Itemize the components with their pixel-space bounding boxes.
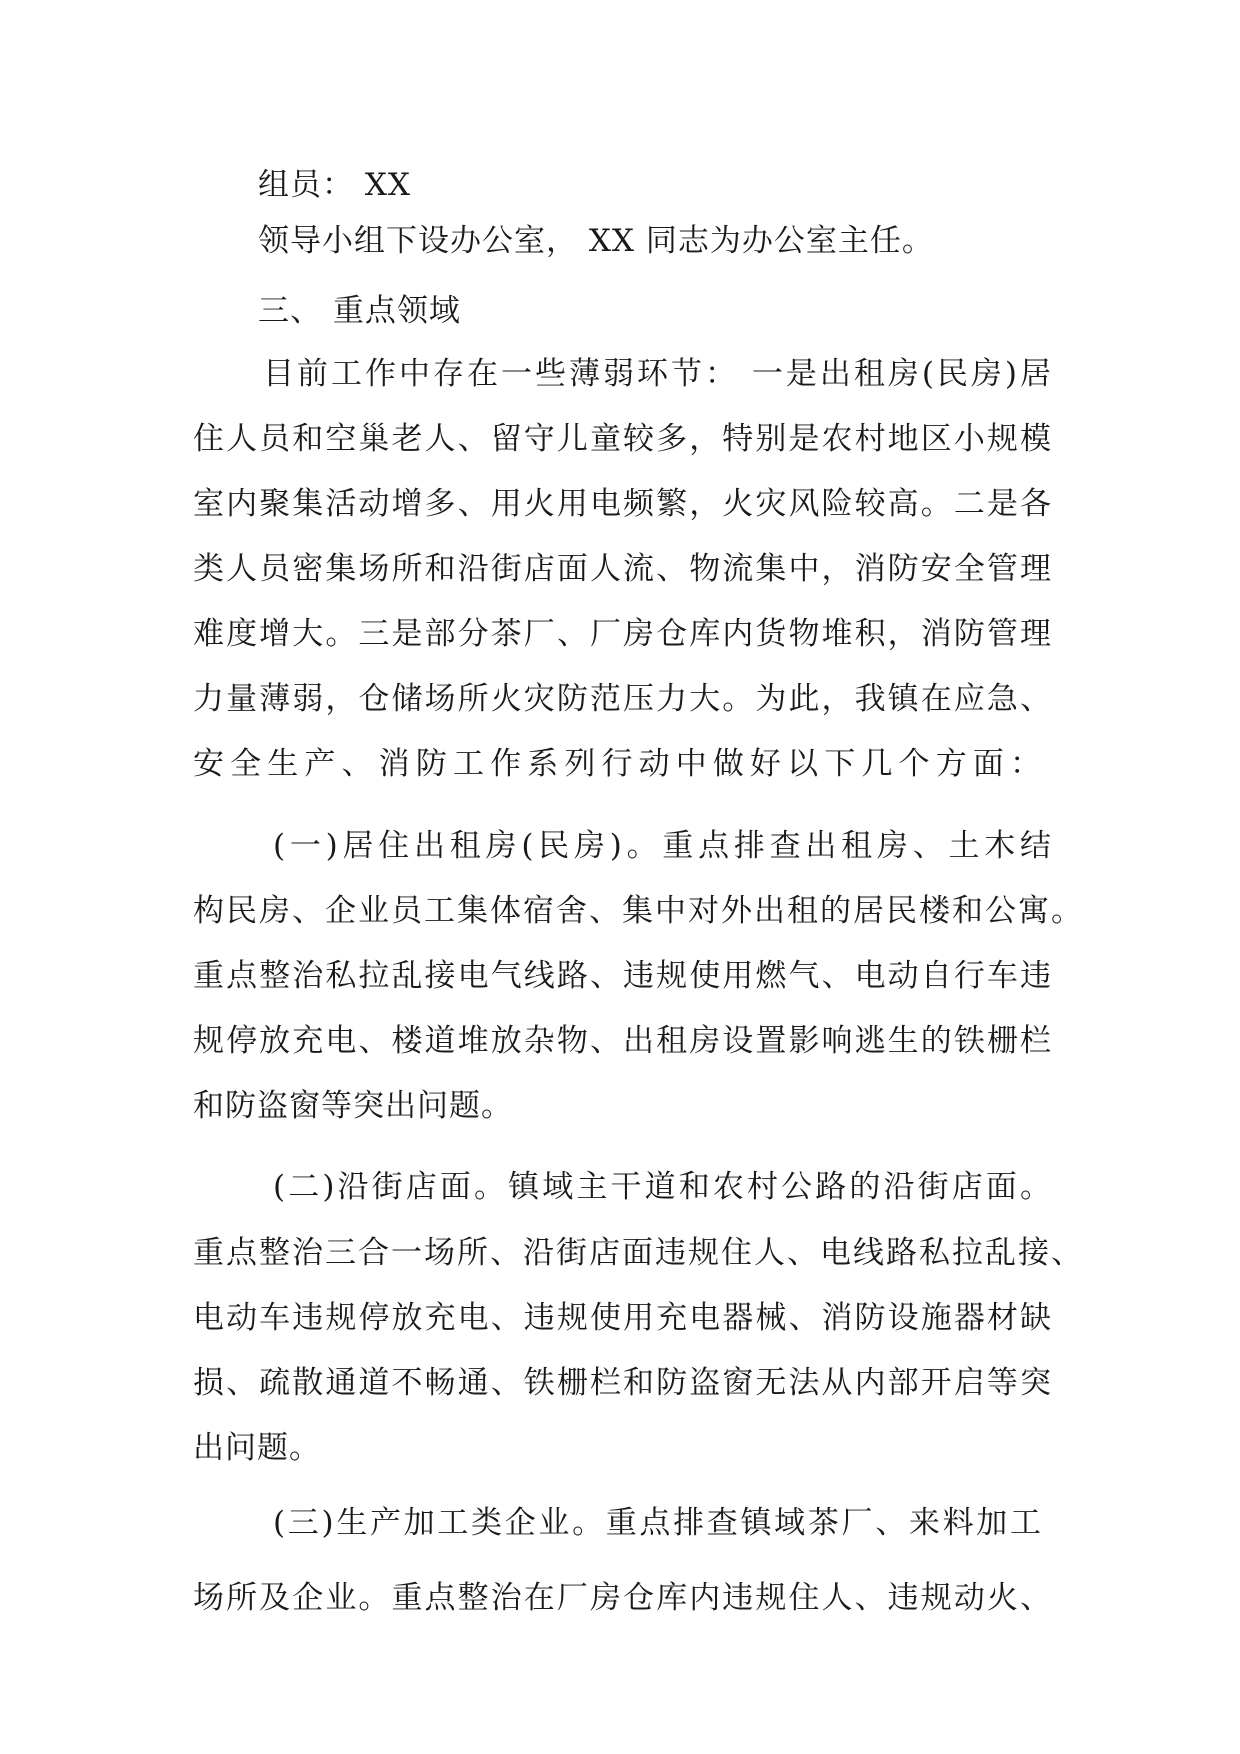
paragraph-line: 目前工作中存在一些薄弱环节： 一是出租房(民房)居 [263, 356, 1053, 392]
paragraph-line: 安全生产、消防工作系列行动中做好以下几个方面： [193, 746, 1043, 782]
paragraph-line: 重点整治私拉乱接电气线路、违规使用燃气、电动自行车违 [193, 958, 1053, 994]
paragraph-line: 规停放充电、楼道堆放杂物、出租房设置影响逃生的铁栅栏 [193, 1023, 1053, 1059]
paragraph-line: 重点整治三合一场所、沿街店面违规住人、电线路私拉乱接、 [193, 1235, 1084, 1271]
paragraph-line: 难度增大。三是部分茶厂、厂房仓库内货物堆积，消防管理 [193, 616, 1053, 652]
paragraph-line: 和防盗窗等突出问题。 [193, 1088, 513, 1124]
paragraph-line: 损、疏散通道不畅通、铁栅栏和防盗窗无法从内部开启等突 [193, 1365, 1053, 1401]
office-line: 领导小组下设办公室， XX 同志为办公室主任。 [258, 223, 934, 259]
paragraph-line: (二)沿街店面。镇域主干道和农村公路的沿街店面。 [273, 1169, 1053, 1205]
paragraph-line: 室内聚集活动增多、用火用电频繁，火灾风险较高。二是各 [193, 486, 1053, 522]
paragraph-line: 力量薄弱，仓储场所火灾防范压力大。为此，我镇在应急、 [193, 681, 1053, 717]
paragraph-line: 出问题。 [193, 1430, 321, 1466]
paragraph-line: 住人员和空巢老人、留守儿童较多，特别是农村地区小规模 [193, 421, 1053, 457]
paragraph-line: (一)居住出租房(民房)。重点排查出租房、土木结 [273, 828, 1053, 864]
paragraph-line: (三)生产加工类企业。重点排查镇域茶厂、来料加工 [273, 1505, 1043, 1541]
paragraph-line: 类人员密集场所和沿街店面人流、物流集中，消防安全管理 [193, 551, 1053, 587]
paragraph-line: 构民房、企业员工集体宿舍、集中对外出租的居民楼和公寓。 [193, 893, 1084, 929]
paragraph-line: 电动车违规停放充电、违规使用充电器械、消防设施器材缺 [193, 1300, 1053, 1336]
section-heading: 三、 重点领域 [258, 293, 461, 329]
members-line: 组员： XX [258, 167, 411, 203]
paragraph-line: 场所及企业。重点整治在厂房仓库内违规住人、违规动火、 [193, 1580, 1053, 1616]
